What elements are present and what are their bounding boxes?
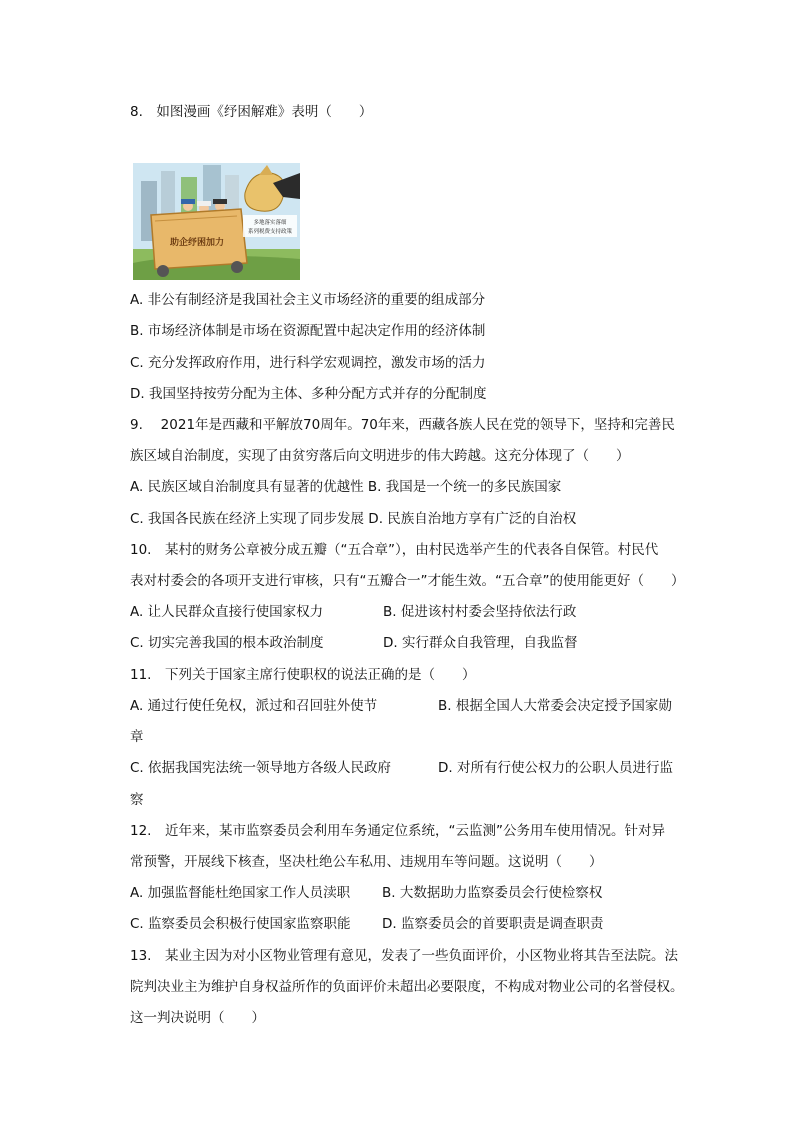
q9-stem-line-1: 9. 2021年是西藏和平解放70周年。70年来，西藏各族人民在党的领导下，坚持和完善民 [130, 417, 675, 433]
q11-option-d-wrap: 察 [130, 792, 144, 808]
bag-text-2: 系列税费支持政策 [247, 229, 293, 235]
q9-stem-line-2: 族区域自治制度，实现了由贫穷落后向文明进步的伟大跨越。这充分体现了（ ） [130, 448, 630, 464]
q8-stem: 8. 如图漫画《纾困解难》表明（ ） [130, 104, 373, 120]
q10-option-d: D. 实行群众自我管理，自我监督 [383, 635, 578, 651]
q10-option-c: C. 切实完善我国的根本政治制度 [130, 635, 324, 651]
q11-option-b: B. 根据全国人大常委会决定授予国家勋 [438, 698, 672, 714]
q10-option-b: B. 促进该村村委会坚持依法行政 [383, 604, 577, 620]
q10-option-a: A. 让人民群众直接行使国家权力 [130, 604, 324, 620]
q10-stem-line-1: 10. 某村的财务公章被分成五瓣（“五合章”），由村民选举产生的代表各自保管。村民代 [130, 542, 659, 558]
q13-stem-line-3: 这一判决说明（ ） [130, 1010, 265, 1026]
q8-option-c: C. 充分发挥政府作用，进行科学宏观调控，激发市场的活力 [130, 355, 486, 371]
q8-cartoon [133, 163, 300, 280]
q11-option-b-wrap: 章 [130, 729, 144, 745]
q12-option-c: C. 监察委员会积极行使国家监察职能 [130, 916, 351, 932]
q12-option-a: A. 加强监督能杜绝国家工作人员渎职 [130, 885, 351, 901]
sign-text: 助企纾困加力 [169, 238, 225, 248]
q13-stem-line-2: 院判决业主为维护自身权益所作的负面评价未超出必要限度，不构成对物业公司的名誉侵权。 [130, 979, 684, 995]
q12-option-b: B. 大数据助力监察委员会行使检察权 [382, 885, 603, 901]
cartoon-illustration [133, 163, 300, 280]
q11-option-d: D. 对所有行使公权力的公职人员进行监 [438, 760, 673, 776]
q12-stem-line-1: 12. 近年来，某市监察委员会利用车务通定位系统，“云监测”公务用车使用情况。针对异 [130, 823, 665, 839]
q12-option-d: D. 监察委员会的首要职责是调查职责 [382, 916, 604, 932]
q8-option-a: A. 非公有制经济是我国社会主义市场经济的重要的组成部分 [130, 292, 486, 308]
q11-option-c: C. 依据我国宪法统一领导地方各级人民政府 [130, 760, 392, 776]
q9-options-cd: C. 我国各民族在经济上实现了同步发展 D. 民族自治地方享有广泛的自治权 [130, 511, 577, 527]
q11-stem: 11. 下列关于国家主席行使职权的说法正确的是（ ） [130, 667, 476, 683]
q13-stem-line-1: 13. 某业主因为对小区物业管理有意见，发表了一些负面评价，小区物业将其告至法院。法 [130, 948, 678, 964]
q12-stem-line-2: 常预警，开展线下核查，坚决杜绝公车私用、违规用车等问题。这说明（ ） [130, 854, 603, 870]
q8-option-d: D. 我国坚持按劳分配为主体、多种分配方式并存的分配制度 [130, 386, 487, 402]
bag-text-1: 多地落实落细 [253, 220, 287, 226]
q8-option-b: B. 市场经济体制是市场在资源配置中起决定作用的经济体制 [130, 323, 486, 339]
q10-stem-line-2: 表对村委会的各项开支进行审核，只有“五瓣合一”才能生效。“五合章”的使用能更好（ ） [130, 573, 685, 589]
q9-options-ab: A. 民族区域自治制度具有显著的优越性 B. 我国是一个统一的多民族国家 [130, 479, 562, 495]
q11-option-a: A. 通过行使任免权，派过和召回驻外使节 [130, 698, 378, 714]
